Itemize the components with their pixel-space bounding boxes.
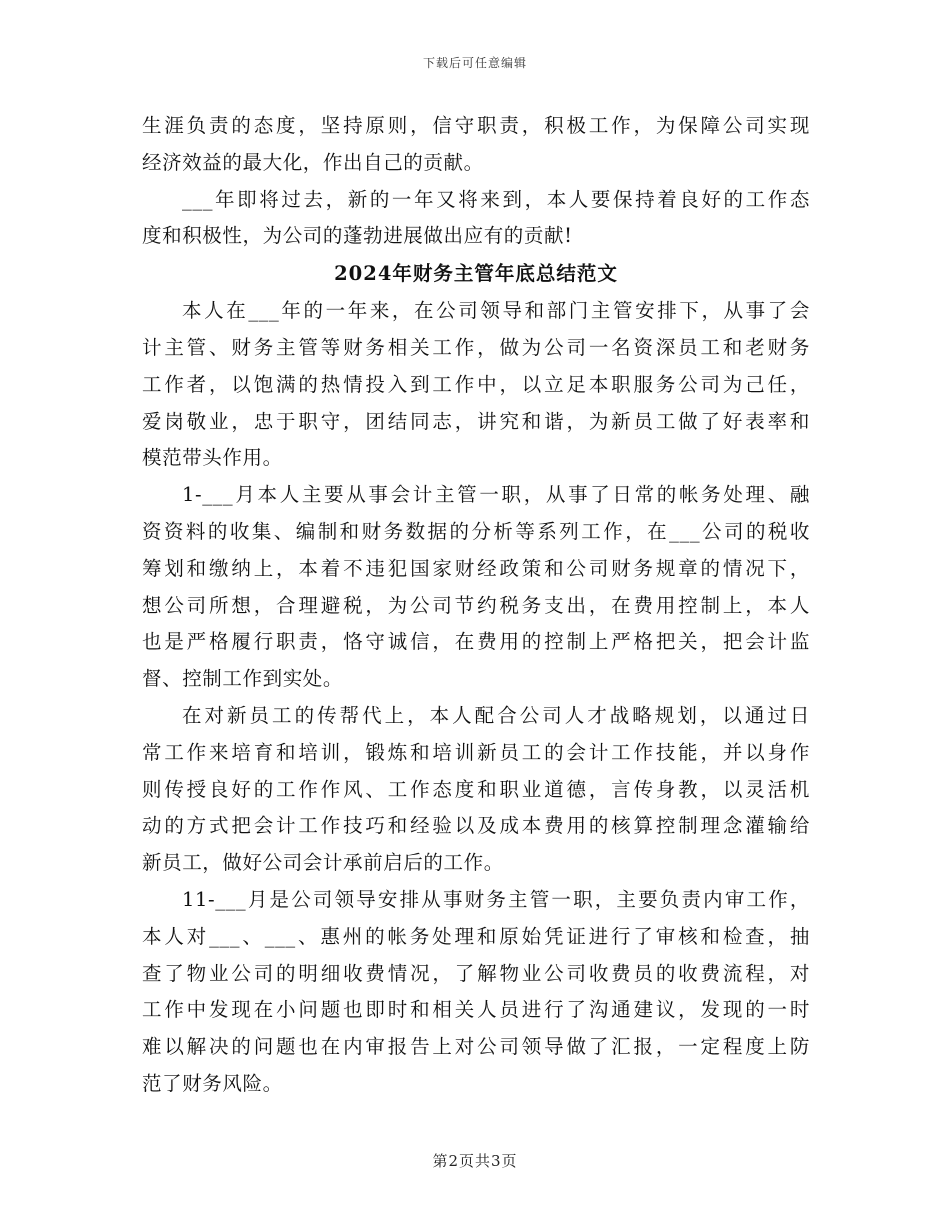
paragraph-line: 在对新员工的传帮代上，本人配合公司人才战略规划，以通过日 [182,703,810,727]
paragraph-line: 筹划和缴纳上，本着不违犯国家财经政策和公司财务规章的情况下， [142,556,810,580]
paragraph-line: 则传授良好的工作作风、工作态度和职业道德，言传身教，以灵活机 [142,777,810,801]
paragraph-line: 查了物业公司的明细收费情况，了解物业公司收费员的收费流程，对 [142,961,810,985]
paragraph-line: 动的方式把会计工作技巧和经验以及成本费用的核算控制理念灌输给 [142,814,810,838]
paragraph [142,477,810,698]
page-header: 下载后可任意编辑 [422,56,527,70]
paragraph-line: 1-___月本人主要从事会计主管一职，从事了日常的帐务处理、融 [182,483,810,507]
paragraph-line: 11-___月是公司领导安排从事财务主管一职，主要负责内审工作， [182,887,810,911]
paragraph-line: 爱岗敬业，忠于职守，团结同志，讲究和谐，为新员工做了好表率和 [142,409,810,433]
paragraph [142,293,810,477]
paragraph-line: 经济效益的最大化，作出自己的贡献。 [142,150,484,174]
document-title: 2024年财务主管年底总结范文 [334,262,618,286]
paragraph-line: 本人对___、___、惠州的帐务处理和原始凭证进行了审核和检查，抽 [142,924,810,948]
paragraph-line: 新员工，做好公司会计承前启后的工作。 [142,851,504,875]
paragraph-line: 生涯负责的态度，坚持原则，信守职责，积极工作，为保障公司实现 [142,114,810,137]
paragraph [142,882,810,1103]
paragraph-line: 计主管、财务主管等财务相关工作，做为公司一名资深员工和老财务 [142,335,810,359]
paragraph-line: 也是严格履行职责，恪守诚信，在费用的控制上严格把关，把会计监 [142,630,810,654]
paragraph-line: 范了财务风险。 [142,1071,283,1095]
paragraph [142,698,810,882]
section-after-title [142,293,810,1103]
section-before-title [142,108,810,255]
paragraph-line: 工作中发现在小问题也即时和相关人员进行了沟通建议，发现的一时 [142,998,810,1022]
paragraph-line: 想公司所想，合理避税，为公司节约税务支出，在费用控制上，本人 [142,593,810,617]
paragraph-line: 资资料的收集、编制和财务数据的分析等系列工作，在___公司的税收 [142,519,810,543]
paragraph-line: 难以解决的问题也在内审报告上对公司领导做了汇报，一定程度上防 [142,1035,810,1059]
paragraph [142,182,810,256]
paragraph-line: 本人在___年的一年来，在公司领导和部门主管安排下，从事了会 [182,299,810,323]
paragraph-line: 工作者，以饱满的热情投入到工作中，以立足本职服务公司为己任， [142,372,810,396]
paragraph-line: 督、控制工作到实处。 [142,667,344,691]
paragraph-line: 模范带头作用。 [142,446,283,470]
page-footer: 第2页共3页 [432,1152,518,1170]
paragraph-line: ___年即将过去，新的一年又将来到，本人要保持着良好的工作态 [182,187,810,211]
document-body [142,108,810,1103]
paragraph-line: 常工作来培育和培训，锻炼和培训新员工的会计工作技能，并以身作 [142,740,810,764]
paragraph-line: 度和积极性，为公司的蓬勃进展做出应有的贡献! [142,224,573,248]
paragraph [142,108,810,182]
